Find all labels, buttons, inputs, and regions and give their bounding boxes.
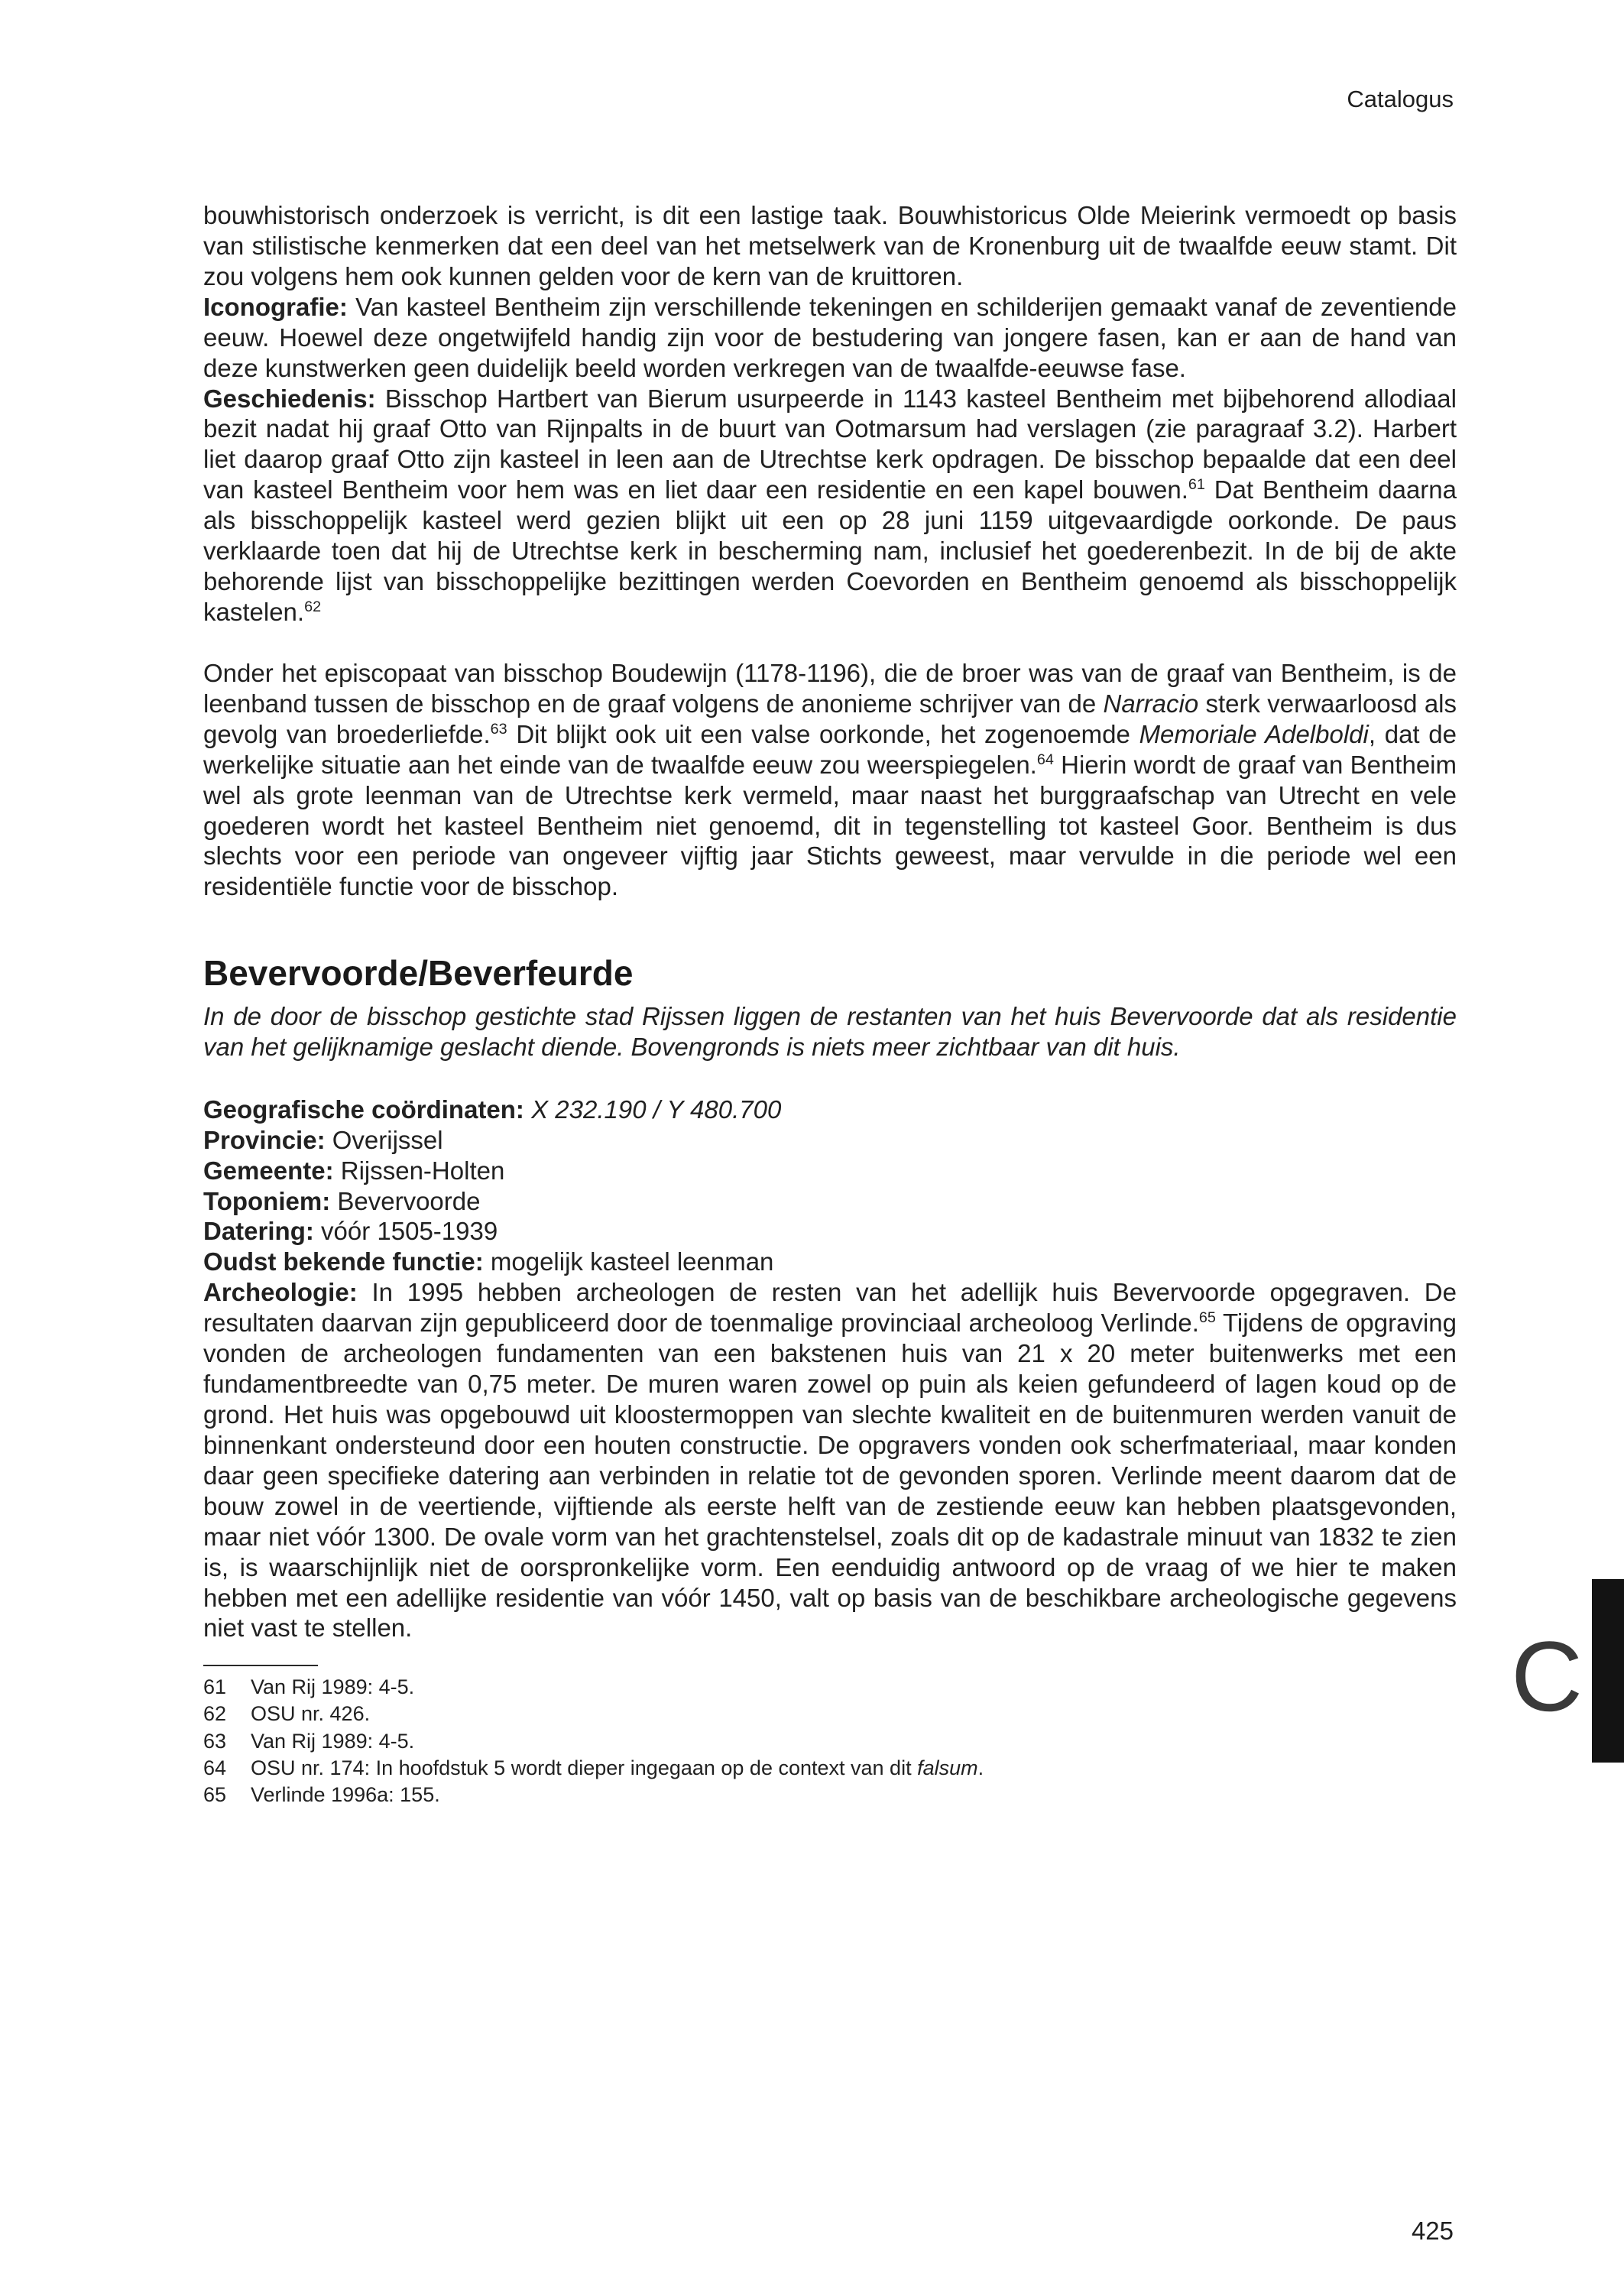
text-run: Gemeente:: [203, 1156, 341, 1185]
footnote-list: [203, 1674, 1457, 1808]
text-run: vóór 1505-1939: [321, 1217, 498, 1246]
text-run: Dat Bentheim daarna als bisschoppelijk kasteel werd gezien blijkt uit een op 28 juni 1159 uitgevaardigde oorkonde. De paus verklaarde toen dat hij de Utrechtse kerk in bescherming nam, inclusief het goederenbezit. In de bij de akte behorende lijst van bisschoppelijke bezittingen werden Coevorden en Bentheim genoemd als bisschoppelijk kastelen.: [203, 475, 1457, 626]
text-run: Geschiedenis:: [203, 384, 385, 413]
paragraph: [203, 1001, 1457, 1062]
text-run: In 1995 hebben archeologen de resten van het adellijk huis Bevervoorde opgegraven. De resultaten daarvan zijn gepubliceerd door de toenmalige provinciaal archeoloog Verlinde.: [203, 1278, 1457, 1338]
text-run: OSU nr. 426.: [251, 1702, 371, 1726]
footnote-number: 65: [203, 1782, 227, 1806]
footnote: [203, 1782, 1457, 1808]
text-run: Datering:: [203, 1217, 322, 1246]
paragraph: [203, 292, 1457, 384]
text-run: Verlinde 1996a: 155.: [251, 1782, 440, 1806]
text-run: Provincie:: [203, 1125, 332, 1154]
text-run: Overijssel: [332, 1125, 443, 1154]
footnote: [203, 1701, 1457, 1727]
text-run: Oudst bekende functie:: [203, 1247, 491, 1276]
text-run: bouwhistorisch onderzoek is verricht, is dit een lastige taak. Bouwhistoricus Olde Meierink vermoedt op basis van stilistische kenmerken dat een deel van het metselwerk van de Kronenburg uit de twaalfde eeuw stamt. Dit zou volgens hem ook kunnen gelden voor de kern van de kruittoren.: [203, 201, 1457, 290]
text-run: Narracio: [1103, 689, 1199, 718]
footnote: [203, 1674, 1457, 1701]
footnote-number: 61: [203, 1675, 227, 1699]
text-run: Toponiem:: [203, 1186, 338, 1215]
text-run: , dat de werkelijke situatie aan het einde van de twaalfde eeuw zou weerspiegelen.: [203, 719, 1457, 779]
footnote-text: [251, 1782, 1457, 1808]
text-run: .: [977, 1756, 984, 1779]
footnote-number: 62: [203, 1702, 227, 1726]
paragraph: [203, 1277, 1457, 1643]
field-line: [203, 1247, 1457, 1277]
text-run: Bevervoorde: [337, 1186, 481, 1215]
field-line: [203, 1186, 1457, 1217]
section-heading: Bevervoorde/Beverfeurde: [203, 953, 634, 994]
text-run: Hierin wordt de graaf van Bentheim wel als grote leenman van de Utrechtse kerk vermeld, maar naast het burggraafschap van Utrecht en vele goederen wordt het kasteel Bentheim niet genoemd, dit in tegenstelling tot kasteel Goor. Bentheim is dus slechts voor een periode van ongeveer vijftig jaar Stichts geweest, maar vervulde in die periode wel een residentiële functie voor de bisschop.: [203, 750, 1457, 901]
paragraph: [203, 658, 1457, 902]
field-line: [203, 1095, 1457, 1125]
footnote-ref: 62: [304, 598, 322, 615]
text-run: OSU nr. 174: In hoofdstuk 5 wordt dieper ingegaan op de context van dit: [251, 1756, 918, 1779]
text-run: Tijdens de opgraving vonden de archeologen fundamenten van een bakstenen huis van 21 x 20 meter buitenwerks met een fundamentbreedte van 0,75 meter. De muren waren zowel op puin als keien gefundeerd of lagen koud op de grond. Het huis was opgebouwd uit kloostermoppen van slechte kwaliteit en de buitenmuren werden vanuit de binnenkant ondersteund door een houten constructie. De opgravers vonden ook scherfmateriaal, maar konden daar geen specifieke datering aan verbinden in relatie tot de gevonden sporen. Verlinde meent daarom dat de bouw zowel in de veertiende, vijftiende als eerste helft van de zestiende eeuw kan hebben plaatsgevonden, maar niet vóór 1300. De ovale vorm van het grachtenstelsel, zoals dit op de kadastrale minuut van 1832 te zien is, is waarschijnlijk niet de oorspronkelijke vorm. Een eenduidig antwoord op de vraag of we hier te maken hebben met een adellijke residentie van vóór 1450, valt op basis van de beschikbare archeologische gegevens niet vast te stellen.: [203, 1309, 1457, 1643]
field-line: [203, 1156, 1457, 1186]
footnote-number: 64: [203, 1756, 227, 1779]
text-blocks: [203, 200, 1457, 1643]
text-run: X 232.190 / Y 480.700: [531, 1095, 782, 1124]
text-run: Rijssen-Holten: [340, 1156, 505, 1185]
paragraph: [203, 200, 1457, 292]
text-run: Geografische coördinaten:: [203, 1095, 532, 1124]
paragraph: [203, 384, 1457, 628]
text-run: falsum: [917, 1756, 978, 1779]
text-run: Dit blijkt ook uit een valse oorkonde, het zogenoemde: [507, 719, 1139, 748]
text-run: Van kasteel Bentheim zijn verschillende tekeningen en schilderijen gemaakt vanaf de zeventiende eeuw. Hoewel deze ongetwijfeld handig zijn voor de bestudering van jongere fasen, kan er aan de hand van deze kunstwerken geen duidelijk beeld worden verkregen van de twaalfde-eeuwse fase.: [203, 292, 1457, 382]
footnote-text: [251, 1701, 1457, 1727]
page-number: 425: [1411, 2217, 1454, 2245]
footnote-ref: 63: [490, 720, 507, 738]
text-run: Van Rij 1989: 4-5.: [251, 1675, 415, 1699]
footnote-ref: 61: [1188, 476, 1205, 494]
content-column: [203, 200, 1457, 1808]
footnote-text: [251, 1755, 1457, 1782]
text-run: sterk verwaarloosd als gevolg van broederliefde.: [203, 689, 1457, 748]
footnote-ref: 65: [1198, 1309, 1216, 1327]
footnote-text: [251, 1728, 1457, 1755]
text-run: Iconografie:: [203, 292, 356, 321]
field-line: [203, 1125, 1457, 1156]
text-run: In de door de bisschop gestichte stad Rijssen liggen de restanten van het huis Bevervoorde dat als residentie van het gelijknamige geslacht diende. Bovengronds is niets meer zichtbaar van dit huis.: [203, 1001, 1457, 1061]
footnotes: [203, 1665, 1457, 1808]
text-run: Van Rij 1989: 4-5.: [251, 1729, 415, 1753]
footnote: [203, 1728, 1457, 1755]
text-run: Onder het episcopaat van bisschop Boudewijn (1178-1196), die de broer was van de graaf van Bentheim, is de leenband tussen de bisschop en de graaf volgens de anonieme schrijver van de: [203, 658, 1457, 718]
thumb-tab-letter: C: [1511, 1620, 1583, 1732]
footnote: [203, 1755, 1457, 1782]
footnote-text: [251, 1674, 1457, 1701]
footnote-rule: [203, 1665, 318, 1666]
running-header: Catalogus: [1347, 86, 1454, 112]
thumb-tab: [1592, 1579, 1624, 1763]
footnote-number: 63: [203, 1729, 227, 1753]
field-line: [203, 1216, 1457, 1247]
footnote-ref: 64: [1036, 751, 1054, 768]
text-run: Memoriale Adelboldi: [1139, 719, 1369, 748]
text-run: Archeologie:: [203, 1278, 372, 1307]
text-run: mogelijk kasteel leenman: [490, 1247, 774, 1276]
text-run: Bisschop Hartbert van Bierum usurpeerde in 1143 kasteel Bentheim met bijbehorend allodiaal bezit nadat hij graaf Otto van Rijnpalts in de buurt van Ootmarsum had verslagen (zie paragraaf 3.2). Harbert liet daarop graaf Otto zijn kasteel in leen aan de Utrechtse kerk opdragen. De bisschop bepaalde dat een deel van kasteel Bentheim voor hem was en liet daar een residentie en een kapel bouwen.: [203, 384, 1457, 504]
